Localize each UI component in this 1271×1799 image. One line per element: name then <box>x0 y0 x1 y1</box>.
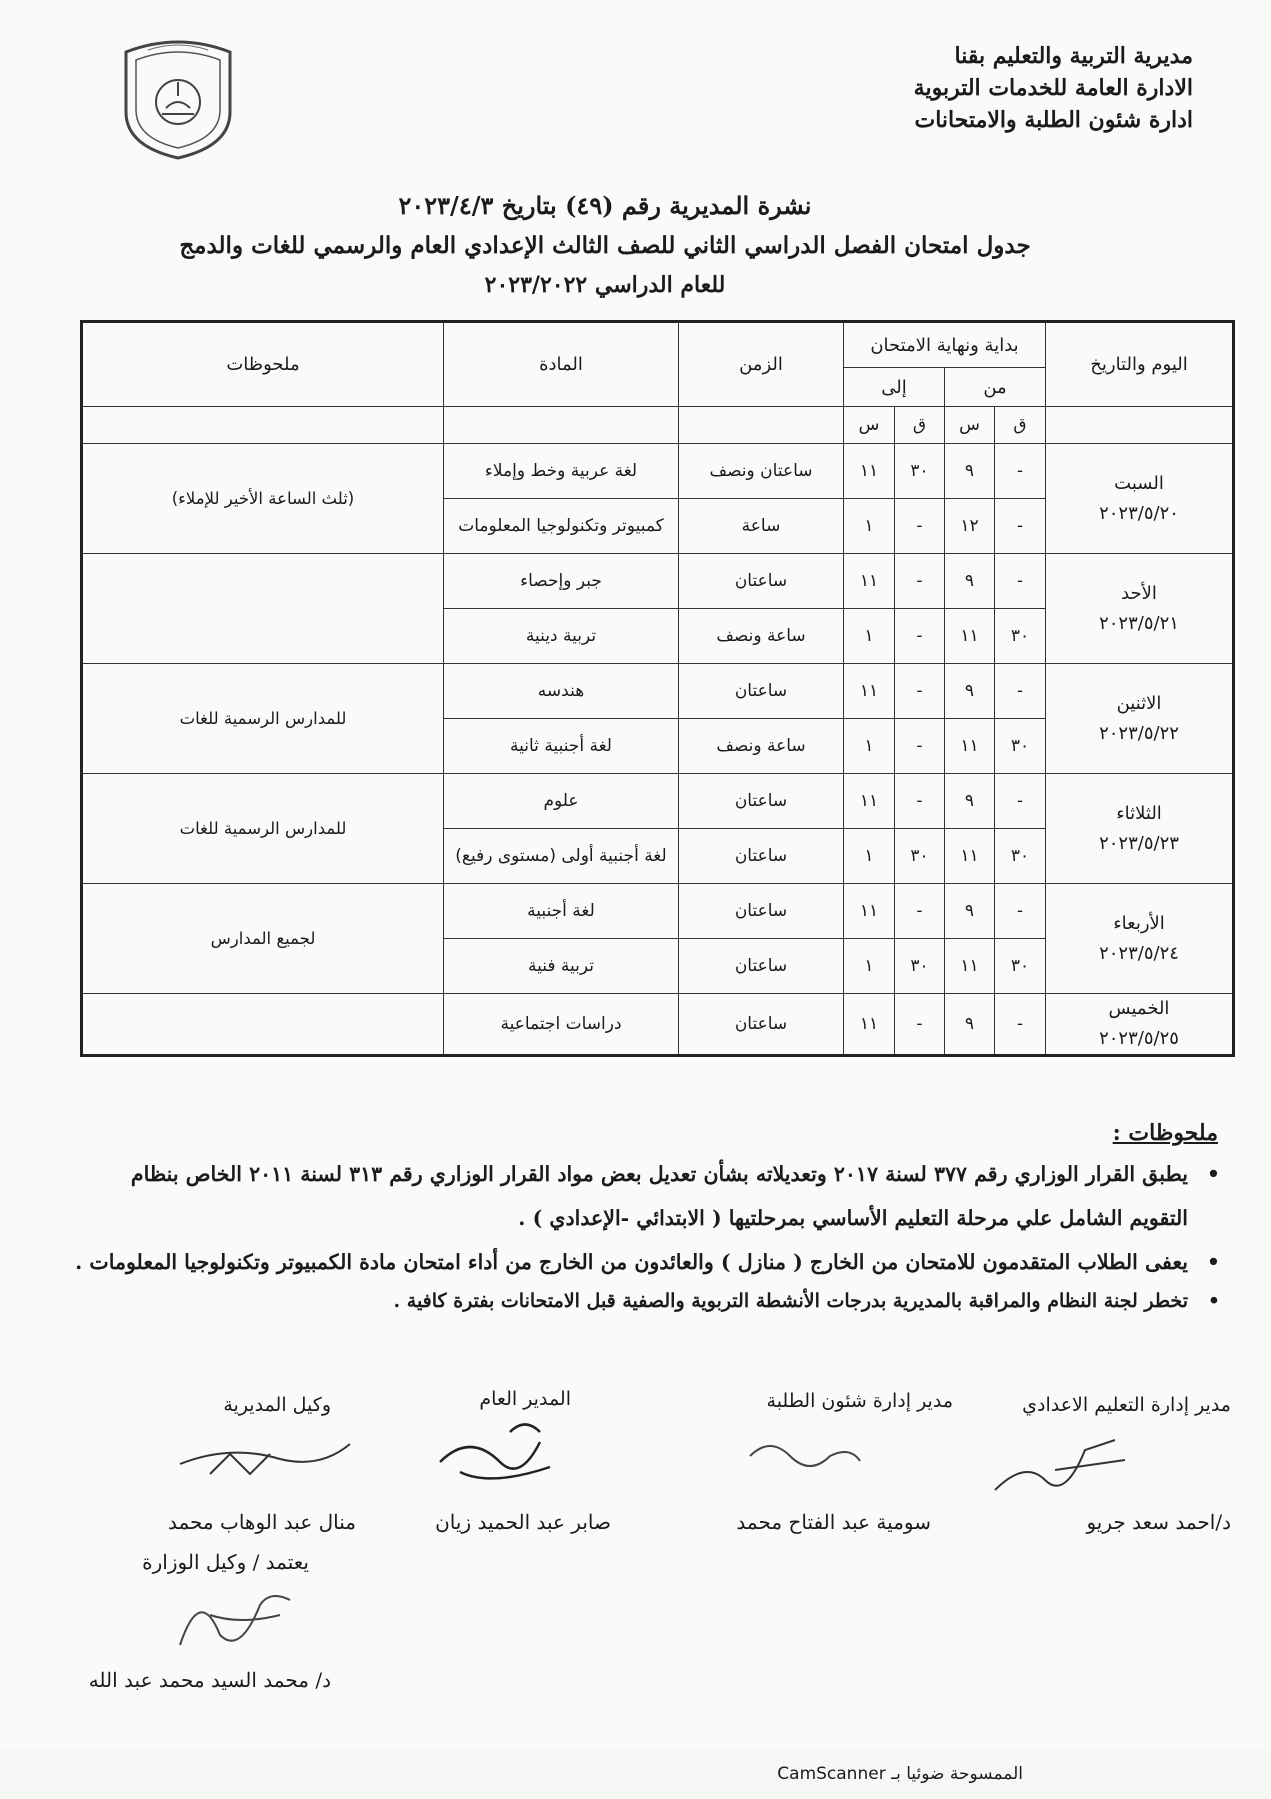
final-signature-name: د/ محمد السيد محمد عبد الله <box>88 1668 331 1692</box>
bulletin-title: نشرة المديرية رقم (٤٩) بتاريخ ٢٠٢٣/٤/٣ <box>398 191 812 220</box>
unit-hours-label: س <box>945 407 995 444</box>
day-date-cell <box>1046 774 1234 884</box>
from-hours: ١١ <box>945 609 995 664</box>
unit-blank-duration <box>679 407 844 444</box>
from-minutes: - <box>995 994 1046 1056</box>
from-minutes: - <box>995 444 1046 499</box>
to-minutes: - <box>895 884 945 939</box>
day-date-cell <box>1046 554 1234 664</box>
from-minutes: ٣٠ <box>995 609 1046 664</box>
day-name: الخميس <box>1108 998 1170 1019</box>
from-hours: ١١ <box>945 939 995 994</box>
from-hours: ٩ <box>945 664 995 719</box>
to-minutes: - <box>895 774 945 829</box>
notes-cell: للمدارس الرسمية للغات <box>82 664 444 774</box>
to-minutes: ٣٠ <box>895 444 945 499</box>
header-line-1: مديرية التربية والتعليم بقنا <box>954 43 1193 69</box>
document-titles <box>80 186 1130 304</box>
subject-cell: جبر وإحصاء <box>444 554 679 609</box>
duration-cell: ساعتان <box>679 554 844 609</box>
col-notes: ملحوظات <box>82 322 444 407</box>
from-minutes: - <box>995 664 1046 719</box>
duration-cell: ساعتان <box>679 774 844 829</box>
to-hours: ١ <box>844 829 895 884</box>
day-name: السبت <box>1114 472 1164 494</box>
notes-cell: (ثلث الساعة الأخير للإملاء) <box>82 444 444 554</box>
subject-cell: علوم <box>444 774 679 829</box>
note-text: يطبق القرار الوزاري رقم ٣٧٧ لسنة ٢٠١٧ وتعديلاته بشأن تعديل بعض مواد القرار الوزاري رقم ٣١٣ لسنة ٢٠١١ الخاص بنظام التقويم الشامل علي مرحلة التعليم الأساسي بمرحلتيها ( الابتدائي -الإعدادي ) . <box>130 1162 1188 1230</box>
header-line-3: ادارة شئون الطلبة والامتحانات <box>914 107 1193 133</box>
unit-blank-notes <box>82 407 444 444</box>
to-hours: ١ <box>844 939 895 994</box>
to-hours: ١١ <box>844 994 895 1056</box>
from-hours: ٩ <box>945 554 995 609</box>
table-row <box>82 774 1234 829</box>
signature-title-3: المدير العام <box>479 1388 571 1410</box>
to-minutes: - <box>895 609 945 664</box>
table-title: جدول امتحان الفصل الدراسي الثاني للصف الثالث الإعدادي العام والرسمي للغات والدمج <box>179 232 1031 259</box>
note-text: يعفى الطلاب المتقدمون للامتحان من الخارج ( منازل ) والعائدون من الخارج من أداء امتحان مادة الكمبيوتر وتكنولوجيا المعلومات . <box>75 1250 1188 1274</box>
note-item: • يطبق القرار الوزاري رقم ٣٧٧ لسنة ٢٠١٧ وتعديلاته بشأن تعديل بعض مواد القرار الوزاري رقم ٣١٣ لسنة ٢٠١١ الخاص بنظام التقويم الشامل علي مرحلة التعليم الأساسي بمرحلتيها ( الابتدائي -الإعدادي ) . <box>130 1162 1220 1230</box>
from-hours: ٩ <box>945 884 995 939</box>
day-name: الاثنين <box>1116 692 1162 714</box>
unit-minutes-label: ق <box>995 407 1046 444</box>
day-name: الأحد <box>1121 582 1157 604</box>
note-text: تخطر لجنة النظام والمراقبة بالمديرية بدرجات الأنشطة التربوية والصفية قبل الامتحانات بفترة كافية . <box>393 1290 1188 1312</box>
exam-date: ٢٠٢٣/٥/٢٥ <box>1099 1028 1179 1049</box>
to-hours: ١ <box>844 609 895 664</box>
subject-cell: لغة أجنبية <box>444 884 679 939</box>
day-date-cell <box>1046 664 1234 774</box>
from-minutes: - <box>995 774 1046 829</box>
subject-cell: تربية دينية <box>444 609 679 664</box>
to-hours: ١١ <box>844 554 895 609</box>
col-day-date: اليوم والتاريخ <box>1046 322 1234 407</box>
from-minutes: ٣٠ <box>995 829 1046 884</box>
notes-cell <box>82 994 444 1056</box>
to-hours: ١١ <box>844 664 895 719</box>
duration-cell: ساعتان ونصف <box>679 444 844 499</box>
signature-title-2: مدير إدارة شئون الطلبة <box>766 1390 953 1412</box>
unit-blank-day <box>1046 407 1234 444</box>
signature-mark-5 <box>160 1575 310 1665</box>
to-hours: ١١ <box>844 444 895 499</box>
day-name: الثلاثاء <box>1116 802 1162 824</box>
to-minutes: - <box>895 664 945 719</box>
schedule-body <box>82 407 1234 1056</box>
notes-cell: للمدارس الرسمية للغات <box>82 774 444 884</box>
subject-cell: دراسات اجتماعية <box>444 994 679 1056</box>
table-row <box>82 884 1234 939</box>
from-hours: ٩ <box>945 774 995 829</box>
to-hours: ١ <box>844 719 895 774</box>
day-name: الأربعاء <box>1113 912 1165 934</box>
duration-cell: ساعتان <box>679 939 844 994</box>
from-hours: ١١ <box>945 719 995 774</box>
subject-cell: لغة أجنبية ثانية <box>444 719 679 774</box>
exam-date: ٢٠٢٣/٥/٢٠ <box>1099 502 1179 524</box>
subject-cell: لغة عربية وخط وإملاء <box>444 444 679 499</box>
signature-title-1: مدير إدارة التعليم الاعدادي <box>1022 1394 1231 1416</box>
duration-cell: ساعتان <box>679 664 844 719</box>
note-item: • يعفى الطلاب المتقدمون للامتحان من الخارج ( منازل ) والعائدون من الخارج من أداء امتحان مادة الكمبيوتر وتكنولوجيا المعلومات . <box>75 1250 1220 1274</box>
duration-cell: ساعتان <box>679 829 844 884</box>
notes-section <box>70 1120 1232 1318</box>
table-row <box>82 554 1234 609</box>
duration-cell: ساعة <box>679 499 844 554</box>
unit-hours-label: س <box>844 407 895 444</box>
to-hours: ١١ <box>844 774 895 829</box>
signature-mark-1 <box>985 1430 1135 1510</box>
notes-title: ملحوظات : <box>1112 1120 1218 1146</box>
exam-date: ٢٠٢٣/٥/٢٢ <box>1099 722 1179 744</box>
note-item: • تخطر لجنة النظام والمراقبة بالمديرية بدرجات الأنشطة التربوية والصفية قبل الامتحانات بفترة كافية . <box>393 1290 1220 1312</box>
to-minutes: - <box>895 994 945 1056</box>
unit-blank-subject <box>444 407 679 444</box>
to-minutes: - <box>895 719 945 774</box>
signature-mark-3 <box>430 1412 570 1492</box>
approval-label: يعتمد / وكيل الوزارة <box>142 1550 309 1574</box>
col-from: من <box>945 368 1046 407</box>
notes-cell: لجميع المدارس <box>82 884 444 994</box>
subject-cell: هندسه <box>444 664 679 719</box>
signature-name-2: سومية عبد الفتاح محمد <box>736 1510 931 1534</box>
exam-schedule-table <box>80 320 1235 1057</box>
duration-cell: ساعة ونصف <box>679 609 844 664</box>
signature-name-4: منال عبد الوهاب محمد <box>167 1510 356 1534</box>
from-hours: ٩ <box>945 994 995 1056</box>
from-hours: ١١ <box>945 829 995 884</box>
exam-date: ٢٠٢٣/٥/٢٤ <box>1099 942 1179 964</box>
from-hours: ٩ <box>945 444 995 499</box>
day-date-cell <box>1046 444 1234 554</box>
unit-minutes-label: ق <box>895 407 945 444</box>
day-date-cell <box>1046 994 1234 1056</box>
to-minutes: ٣٠ <box>895 939 945 994</box>
col-start-end: بداية ونهاية الامتحان <box>844 322 1046 368</box>
from-hours: ١٢ <box>945 499 995 554</box>
signature-title-4: وكيل المديرية <box>223 1394 331 1416</box>
notes-cell <box>82 554 444 664</box>
day-date-cell <box>1046 884 1234 994</box>
header-line-2: الادارة العامة للخدمات التربوية <box>913 75 1193 101</box>
to-minutes: - <box>895 499 945 554</box>
exam-date: ٢٠٢٣/٥/٢١ <box>1099 612 1179 634</box>
subject-cell: لغة أجنبية أولى (مستوى رفيع) <box>444 829 679 884</box>
from-minutes: - <box>995 499 1046 554</box>
col-to: إلى <box>844 368 945 407</box>
col-duration: الزمن <box>679 322 844 407</box>
from-minutes: - <box>995 554 1046 609</box>
signature-mark-2 <box>740 1426 870 1486</box>
signature-name-1: د/احمد سعد جريو <box>1086 1510 1231 1534</box>
signature-name-3: صابر عبد الحميد زيان <box>435 1510 611 1534</box>
col-subject: المادة <box>444 322 679 407</box>
to-hours: ١١ <box>844 884 895 939</box>
scanner-footer: الممسوحة ضوئيا بـ CamScanner <box>777 1764 1023 1784</box>
table-row <box>82 994 1234 1056</box>
to-minutes: ٣٠ <box>895 829 945 884</box>
signature-mark-4 <box>170 1424 360 1494</box>
header-row <box>82 322 1234 368</box>
directorate-header <box>733 40 1193 136</box>
exam-date: ٢٠٢٣/٥/٢٣ <box>1099 832 1179 854</box>
from-minutes: ٣٠ <box>995 719 1046 774</box>
ministry-logo <box>118 34 238 160</box>
unit-header-row <box>82 407 1234 444</box>
from-minutes: - <box>995 884 1046 939</box>
table-row <box>82 664 1234 719</box>
from-minutes: ٣٠ <box>995 939 1046 994</box>
subject-cell: كمبيوتر وتكنولوجيا المعلومات <box>444 499 679 554</box>
academic-year: للعام الدراسي ٢٠٢٣/٢٠٢٢ <box>484 272 726 298</box>
table-row <box>82 444 1234 499</box>
to-hours: ١ <box>844 499 895 554</box>
duration-cell: ساعتان <box>679 884 844 939</box>
subject-cell: تربية فنية <box>444 939 679 994</box>
to-minutes: - <box>895 554 945 609</box>
duration-cell: ساعة ونصف <box>679 719 844 774</box>
duration-cell: ساعتان <box>679 994 844 1056</box>
